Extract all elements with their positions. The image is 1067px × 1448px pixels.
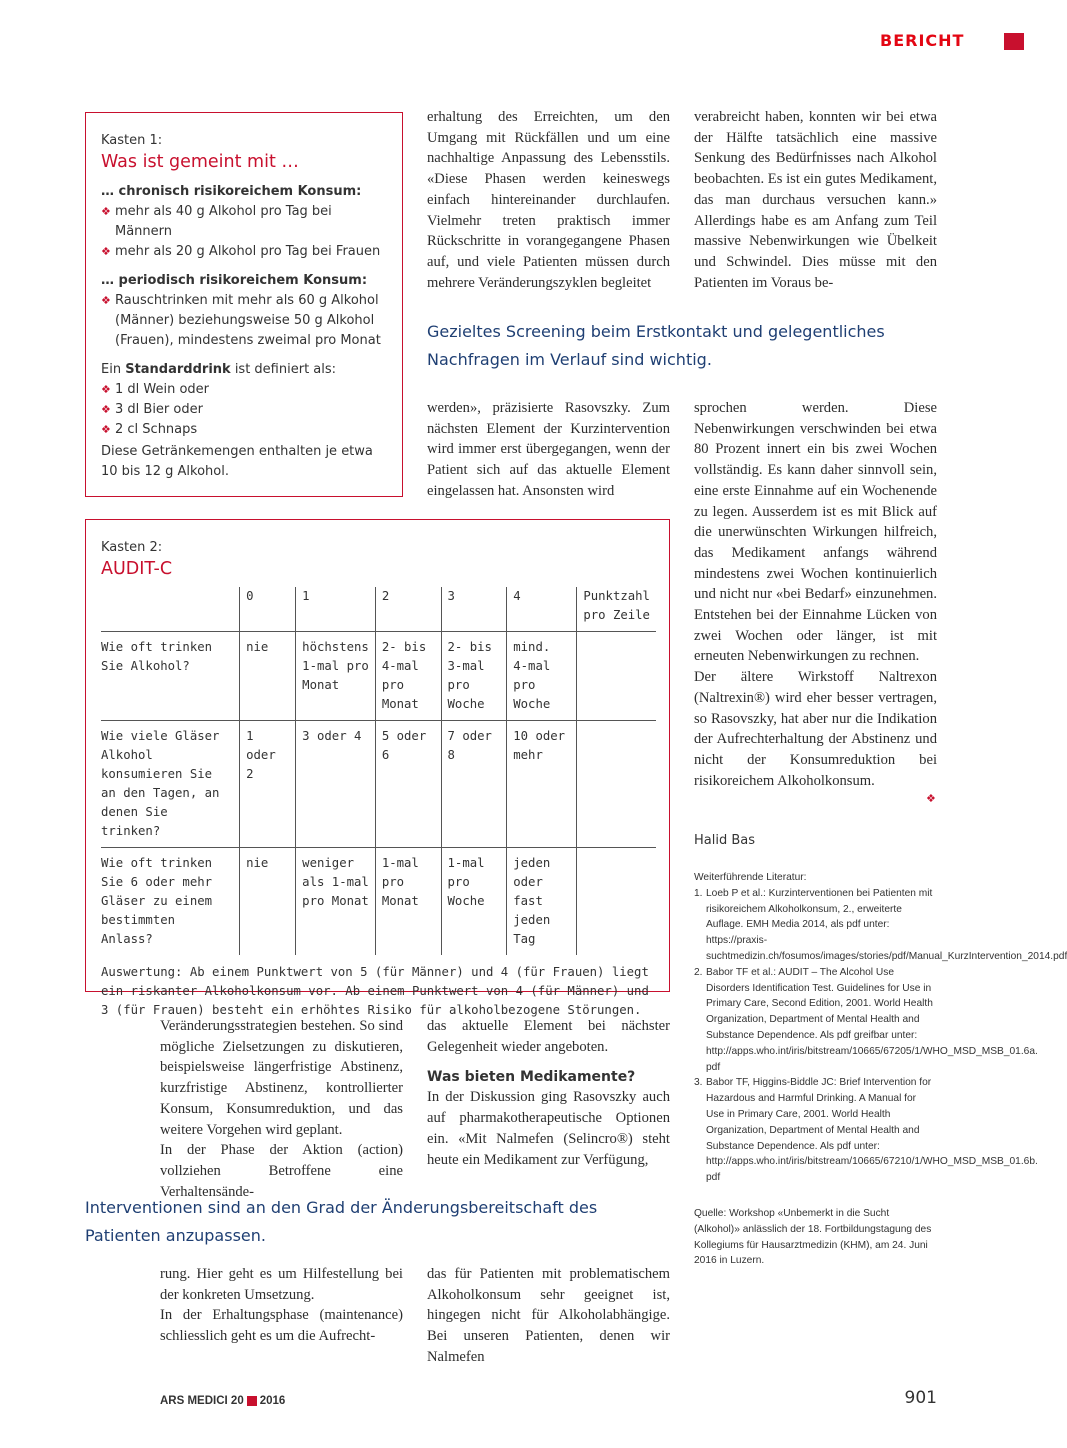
list-item: ❖ mehr als 40 g Alkohol pro Tag bei Männern <box>101 202 388 242</box>
audit-evaluation: Auswertung: Ab einem Punktwert von 5 (für Männer) und 4 (für Frauen) liegt ein riskanter Alkoholkonsum vor. Ab einem Punktwert von 4 (für Männer) und 3 (für Frauen) besteht ein erhöhtes Risiko für alkoholbezogene Störungen. <box>101 965 649 1017</box>
author-name: Halid Bas <box>694 833 756 848</box>
list-item: ❖ 3 dl Bier oder <box>101 400 388 420</box>
page-number: 901 <box>904 1388 937 1408</box>
table-cell: 7 oder 8 <box>441 721 507 848</box>
table-cell: 2- bis 3-mal pro Woche <box>441 632 507 721</box>
section-label: BERICHT <box>880 31 965 50</box>
reference-item: 1. Loeb P et al.: Kurzinterventionen bei Patienten mit risikoreichem Alkoholkonsum, 2., erweiterte Auflage. EMH Media 2014, als pdf unter: https://praxis-suchtmedizin.ch/fosumos/images/stories/pdf/Manual_KurzIntervention_2014.pdf <box>694 887 1067 962</box>
column-header: 4 <box>507 587 577 632</box>
table-cell: nie <box>240 848 296 956</box>
table-cell: Wie viele Gläser Alkohol konsumieren Sie an den Tagen, an denen Sie trinken? <box>101 721 240 848</box>
box1-title: Was ist gemeint mit … <box>101 152 299 172</box>
references-title: Weiterführende Literatur: <box>694 872 807 883</box>
table-cell: 3 oder 4 <box>296 721 376 848</box>
source-note: Quelle: Workshop «Unbemerkt in die Sucht (Alkohol)» anlässlich der 18. Fortbildungstagung des Kollegiums für Hausarztmedizin (KHM), am 24. Juni 2016 in Luzern. <box>694 1207 932 1267</box>
footer-journal <box>160 1395 285 1407</box>
column-header: 1 <box>296 587 376 632</box>
chronic-heading: … chronisch risikoreichem Konsum: <box>101 184 362 199</box>
box2-label: Kasten 2: <box>101 540 163 555</box>
table-cell: jeden oder fast jeden Tag <box>507 848 577 956</box>
column2-lower <box>427 1016 670 1170</box>
paragraph: In der Erhaltungsphase (maintenance) schliesslich geht es um die Aufrecht- <box>160 1307 403 1345</box>
paragraph: sprochen werden. Diese Nebenwirkungen verschwinden bei etwa 80 Prozent innert ein bis zwei Wochen vollständig. Es kann daher sinnvoll sein, eine erste Einnahme auf ein Wochenende zu legen. Ausserdem ist es mit Blick auf die unerwünschten Wirkungen hilfreich, das Medikament anfangs während mindestens zwei Wochen kontinuierlich und nicht nur «bei Bedarf» einzunehmen. Entstehen bei der Einnahme Lücken von zwei Wochen oder länger, ist mit erneuten Nebenwirkungen zu rechnen. <box>694 400 937 665</box>
list-item: ❖ 2 cl Schnaps <box>101 420 388 440</box>
paragraph: Der ältere Wirkstoff Naltrexon (Naltrexin®) wird eher besser vertragen, so Rasovszky, hat aber nur die Indikation der Aufrechterhaltung der Abstinenz und nicht der Konsumreduktion bei risikoreichem Alkoholkonsum. <box>694 669 937 789</box>
box1-note: Diese Getränkemengen enthalten je etwa 10 bis 12 g Alkohol. <box>101 444 373 479</box>
subheading: Was bieten Medikamente? <box>427 1069 636 1086</box>
journal-name: ARS MEDICI 20 <box>160 1395 244 1407</box>
std-list <box>101 380 388 440</box>
info-box-2 <box>85 519 670 1017</box>
table-row <box>101 632 656 721</box>
table-cell: höchstens 1-mal pro Monat <box>296 632 376 721</box>
paragraph: das aktuelle Element bei nächster Gelegenheit wieder angeboten. <box>427 1018 670 1055</box>
column-header: 2 <box>375 587 441 632</box>
pull-quote: Interventionen sind an den Grad der Änderungsbereitschaft des Patienten anzupassen. <box>85 1198 598 1245</box>
column-header: Punktzahl pro Zeile <box>577 587 656 632</box>
table-cell: nie <box>240 632 296 721</box>
box2-title: AUDIT-C <box>101 559 173 579</box>
info-box-1 <box>85 112 403 497</box>
column-header: 3 <box>441 587 507 632</box>
footer-marker <box>247 1396 257 1406</box>
periodic-list <box>101 291 388 351</box>
paragraph: In der Diskussion ging Rasovszky auch auf pharmakotherapeutische Optionen ein. «Mit Nalmefen (Selincro®) steht heute ein Medikament zur Verfügung, <box>427 1089 670 1168</box>
column-header: 0 <box>240 587 296 632</box>
box1-label: Kasten 1: <box>101 133 163 148</box>
reference-item: 3. Babor TF, Higgins-Biddle JC: Brief Intervention for Hazardous and Harmful Drinking. A Manual for Use in Primary Care, 2001. World Health Organization, Department of Mental Health and Substance Dependence. Als pdf unter: http://apps.who.int/iris/bitstream/10665/67210/1/WHO_MSD_MSB_01.6b. pdf <box>694 1077 1038 1184</box>
audit-table <box>101 587 656 955</box>
paragraph: rung. Hier geht es um Hilfestellung bei der konkreten Umsetzung. <box>160 1266 403 1303</box>
table-cell <box>577 848 656 956</box>
std-text: Ein <box>101 362 126 377</box>
references-list <box>694 886 1067 1186</box>
references <box>694 870 1067 1269</box>
reference-text: Babor TF, Higgins-Biddle JC: Brief Intervention for Hazardous and Harmful Drinking. A Manual for Use in Primary Care, 2001. World Health Organization, Department of Mental Health and Substance Dependence. Als pdf unter: http://apps.who.int/iris/bitstream/10665/67210/1/WHO_MSD_MSB_01.6b. pdf <box>706 1077 1038 1184</box>
table-cell <box>577 721 656 848</box>
table-row <box>101 848 656 956</box>
table-cell: 2- bis 4-mal pro Monat <box>375 632 441 721</box>
table-cell: weniger als 1-mal pro Monat <box>296 848 376 956</box>
reference-text: Babor TF et al.: AUDIT – The Alcohol Use Disorders Identification Test. Guidelines for Use in Primary Care, Second Edition, 2001. World Health Organization, Department of Mental Health and Substance Dependence. Als pdf greifbar unter: http://apps.who.int/iris/bitstream/10665/67205/1/WHO_MSD_MSB_01.6a. pdf <box>706 966 1038 1073</box>
list-item: ❖ Rauschtrinken mit mehr als 60 g Alkohol (Männer) beziehungsweise 50 g Alkohol (Frauen), mindestens zweimal pro Monat <box>101 291 388 351</box>
column1-bottom <box>160 1264 403 1347</box>
table-cell: 1-mal pro Monat <box>375 848 441 956</box>
column3-middle <box>694 398 937 791</box>
std-text: ist definiert als: <box>230 362 337 377</box>
column3-top: verabreicht haben, konnten wir bei etwa der Hälfte tatsächlich eine massive Senkung des Bedürfnisses nach Alkohol beobachten. Es ist ein gutes Medikament, das man durchaus versuchen kann.» Allerdings habe es am Anfang zum Teil massive Nebenwirkungen wie Übelkeit und Schwindel. Dies müsse mit den Patienten im Voraus be- <box>694 109 937 291</box>
table-cell: 5 oder 6 <box>375 721 441 848</box>
pull-quote: Gezieltes Screening beim Erstkontakt und gelegentliches Nachfragen im Verlauf sind wichtig. <box>427 322 885 369</box>
periodic-heading: … periodisch risikoreichem Konsum: <box>101 273 368 288</box>
table-cell: Wie oft trinken Sie Alkohol? <box>101 632 240 721</box>
table-row <box>101 721 656 848</box>
table-cell: 1 oder 2 <box>240 721 296 848</box>
reference-item: 2. Babor TF et al.: AUDIT – The Alcohol Use Disorders Identification Test. Guidelines for Use in Primary Care, Second Edition, 2001. World Health Organization, Department of Mental Health and Substance Dependence. Als pdf greifbar unter: http://apps.who.int/iris/bitstream/10665/67205/1/WHO_MSD_MSB_01.6a. pdf <box>694 966 1038 1073</box>
reference-text: Loeb P et al.: Kurzinterventionen bei Patienten mit risikoreichem Alkoholkonsum, 2., erweiterte Auflage. EMH Media 2014, als pdf unter: https://praxis-suchtmedizin.ch/fosumos/images/stories/pdf/Manual_KurzIntervention_2014.pdf <box>706 887 1067 962</box>
chronic-list <box>101 202 388 262</box>
section-marker <box>1004 33 1024 50</box>
column1-lower <box>160 1016 403 1202</box>
table-cell: 1-mal pro Woche <box>441 848 507 956</box>
std-bold: Standarddrink <box>125 362 231 377</box>
table-cell: mind. 4-mal pro Woche <box>507 632 577 721</box>
journal-year: 2016 <box>259 1395 286 1407</box>
table-header-row <box>101 587 656 632</box>
list-item: ❖ 1 dl Wein oder <box>101 380 388 400</box>
table-cell: 10 oder mehr <box>507 721 577 848</box>
end-mark-icon: ❖ <box>926 792 936 805</box>
column2-bottom: das für Patienten mit problematischem Alkoholkonsum sehr geeignet ist, hingegen nicht für Alkoholabhängige. Bei unseren Patienten, denen wir Nalmefen <box>427 1266 670 1365</box>
list-item: ❖ mehr als 20 g Alkohol pro Tag bei Frauen <box>101 242 388 262</box>
table-cell: Wie oft trinken Sie 6 oder mehr Gläser zu einem bestimmten Anlass? <box>101 848 240 956</box>
paragraph: Veränderungsstrategien bestehen. So sind mögliche Zielsetzungen zu diskutieren, beispielsweise längerfristige Abstinenz, kurzfristige Abstinenz, kontrollierter Konsum, Konsumreduktion, und das weitere Vorgehen wird geplant. <box>160 1018 403 1138</box>
standard-drink-definition <box>101 360 388 380</box>
column-header <box>101 587 240 632</box>
column2-top: erhaltung des Erreichten, um den Umgang mit Rückfällen und um eine nachhaltige Anpassung des Lebensstils. «Diese Phasen werden keineswegs einfach hintereinander durchlaufen. Vielmehr treten praktisch immer Rückschritte in vorangegangene Phasen auf, und viele Patienten müssen durch mehrere Veränderungszyklen begleitet <box>427 109 670 291</box>
table-cell <box>577 632 656 721</box>
paragraph: In der Phase der Aktion (action) vollziehen Betroffene eine Verhaltensände- <box>160 1142 403 1200</box>
box1-content <box>101 182 388 482</box>
column2-middle: werden», präzisierte Rasovszky. Zum nächsten Element der Kurzintervention wird immer erst übergegangen, wenn der Patient sich auf das aktuelle Element eingelassen hat. Ansonsten wird <box>427 400 670 499</box>
